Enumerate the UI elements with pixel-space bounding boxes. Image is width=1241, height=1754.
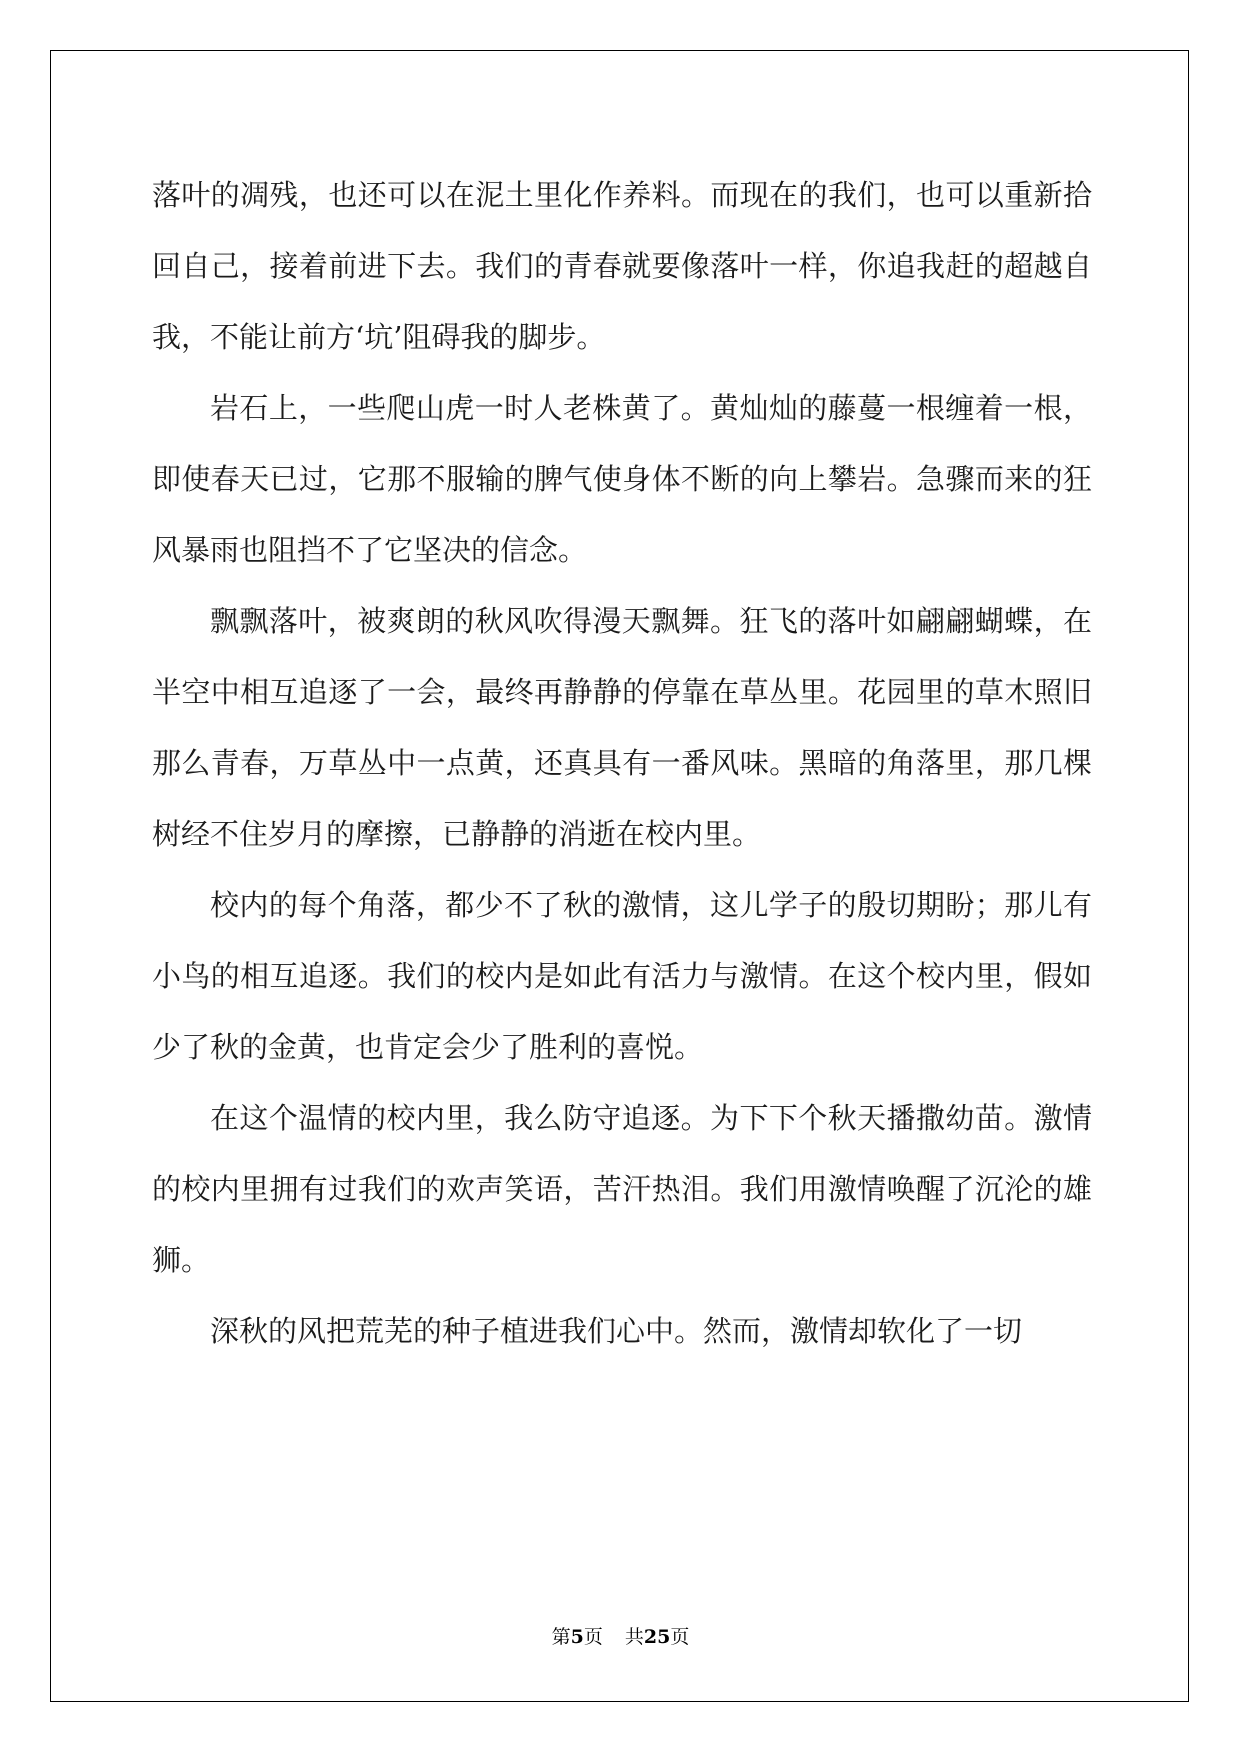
page-footer [0,1622,1241,1649]
paragraph-1: 落叶的凋残，也还可以在泥土里化作养料。而现在的我们，也可以重新拾回自己，接着前进下去。我们的青春就要像落叶一样，你追我赶的超越自我，不能让前方‘坑’阻碍我的脚步。 [152,178,1092,354]
total-prefix: 共 [624,1626,644,1648]
paragraph-2: 岩石上，一些爬山虎一时人老株黄了。黄灿灿的藤蔓一根缠着一根，即使春天已过，它那不服输的脾气使身体不断的向上攀岩。急骤而来的狂风暴雨也阻挡不了它坚决的信念。 [152,391,1092,567]
document-body [152,160,1092,1367]
page-prefix: 第 [551,1626,571,1648]
page-number: 5 [570,1626,584,1648]
page-suffix: 页 [583,1626,603,1648]
total-pages: 25 [643,1626,671,1648]
paragraph-4: 校内的每个角落，都少不了秋的激情，这儿学子的殷切期盼；那儿有小鸟的相互追逐。我们的校内是如此有活力与激情。在这个校内里，假如少了秋的金黄，也肯定会少了胜利的喜悦。 [152,888,1092,1064]
paragraph-6: 深秋的风把荒芜的种子植进我们心中。然而，激情却软化了一切 [210,1314,1023,1348]
total-suffix: 页 [670,1626,690,1648]
paragraph-3: 飘飘落叶，被爽朗的秋风吹得漫天飘舞。狂飞的落叶如翩翩蝴蝶，在半空中相互追逐了一会，最终再静静的停靠在草丛里。花园里的草木照旧那么青春，万草丛中一点黄，还真具有一番风味。黑暗的角落里，那几棵树经不住岁月的摩擦，已静静的消逝在校内里。 [152,604,1092,851]
paragraph-5: 在这个温情的校内里，我么防守追逐。为下下个秋天播撒幼苗。激情的校内里拥有过我们的欢声笑语，苦汗热泪。我们用激情唤醒了沉沦的雄狮。 [152,1101,1092,1277]
